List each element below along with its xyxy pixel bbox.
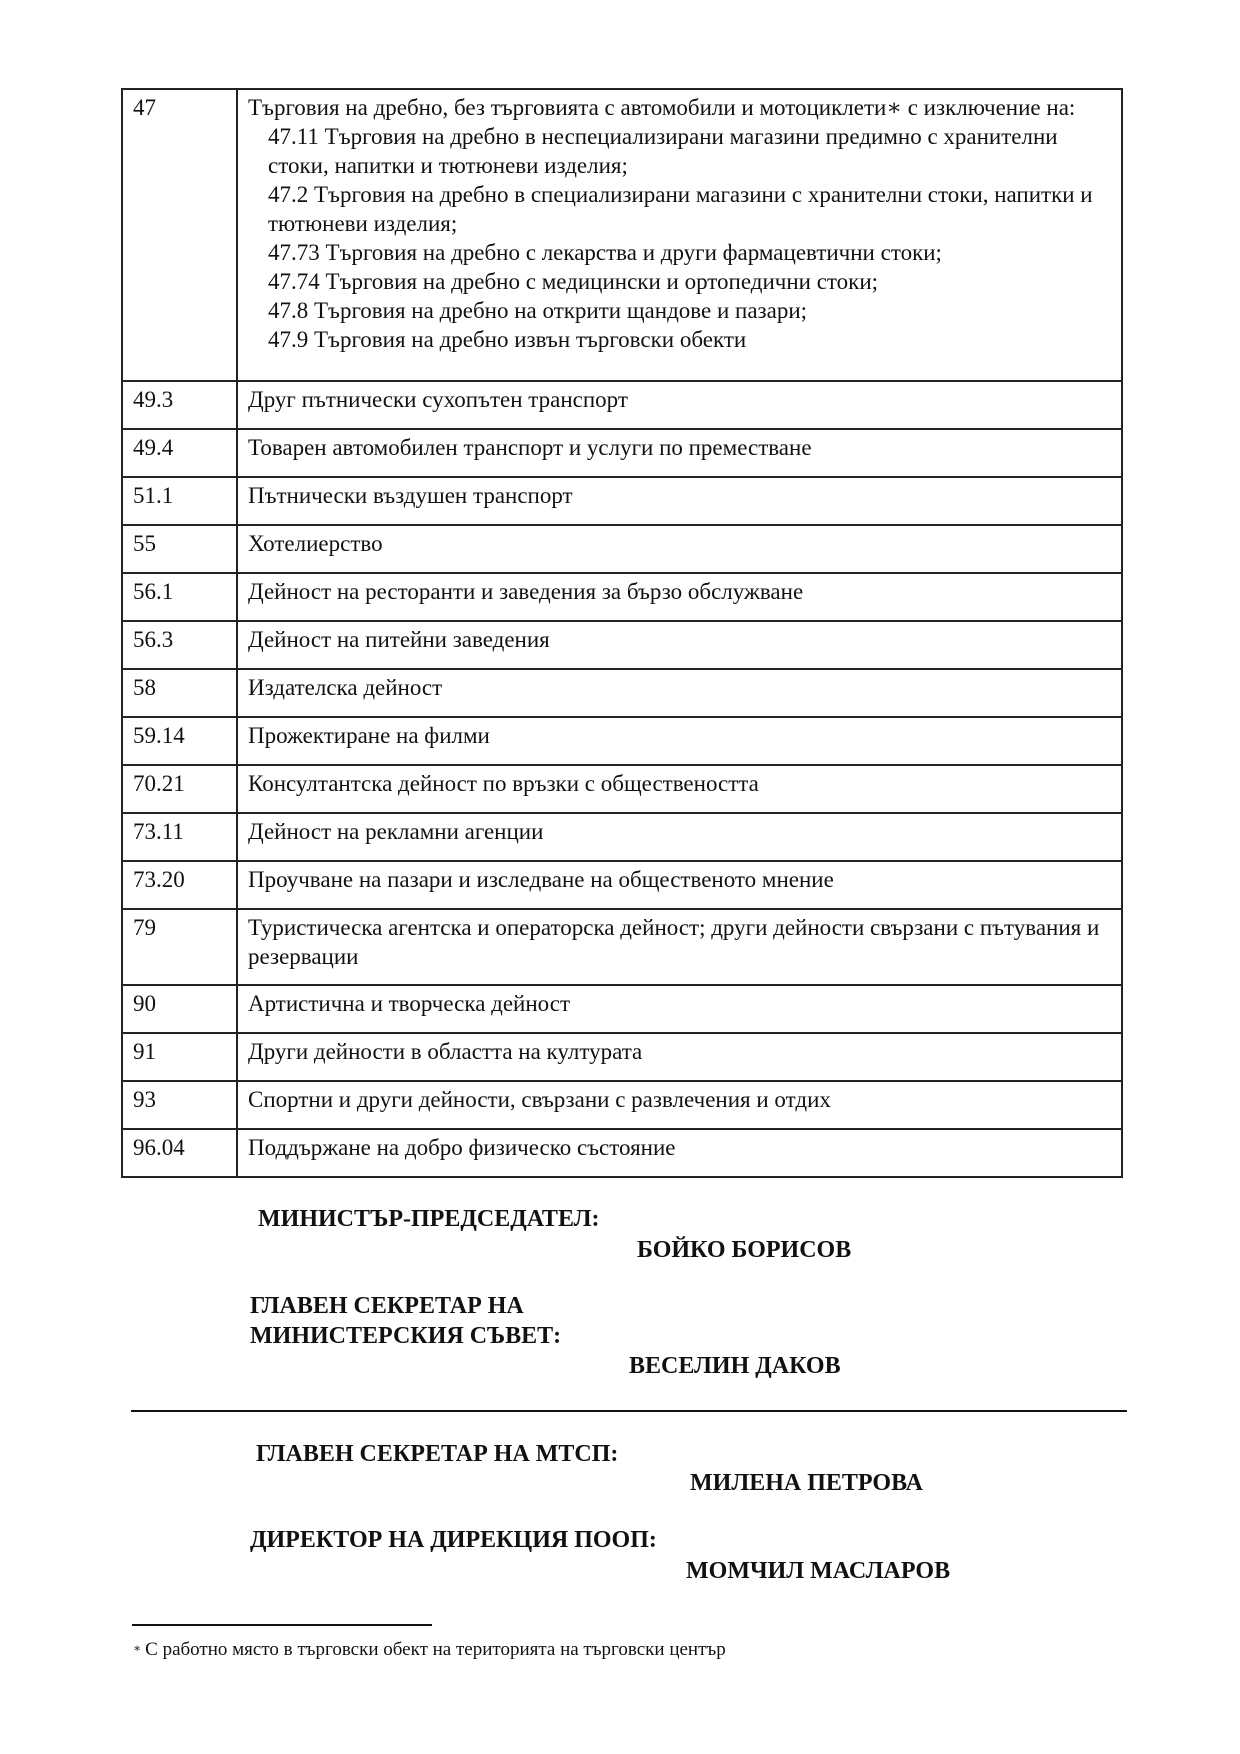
table-row [122, 813, 1122, 861]
footnote-mark: ∗ [133, 1641, 142, 1655]
retail-exception-item: 47.11 Търговия на дребно в неспециализирани магазини предимно с хранителни стоки, напитки и тютюневи изделия; [268, 124, 1058, 178]
activity-code-cell: 73.11 [122, 813, 237, 861]
activity-description-cell: Пътнически въздушен транспорт [237, 477, 1122, 525]
footnote [133, 1638, 726, 1662]
retail-exception-item: 47.2 Търговия на дребно в специализирани магазини с хранителни стоки, напитки и тютюневи изделия; [268, 182, 1093, 236]
retail-intro-text: Търговия на дребно, без търговията с автомобили и мотоциклети∗ с изключение на: [248, 95, 1076, 120]
activity-code-cell: 73.20 [122, 861, 237, 909]
director-name: МОМЧИЛ МАСЛАРОВ [686, 1558, 951, 1584]
cm-secretary-title-line2: МИНИСТЕРСКИЯ СЪВЕТ: [250, 1323, 562, 1349]
table-row [122, 985, 1122, 1033]
table-row [122, 717, 1122, 765]
retail-exception-item: 47.73 Търговия на дребно с лекарства и други фармацевтични стоки; [268, 240, 942, 265]
activity-code-cell: 58 [122, 669, 237, 717]
table-row [122, 89, 1122, 381]
activity-description-cell: Дейност на питейни заведения [237, 621, 1122, 669]
table-row [122, 861, 1122, 909]
retail-exception-item: 47.9 Търговия на дребно извън търговски обекти [268, 327, 747, 352]
activity-code-cell: 93 [122, 1081, 237, 1129]
activity-description-cell: Друг пътнически сухопътен транспорт [237, 381, 1122, 429]
activity-description-cell: Спортни и други дейности, свързани с развлечения и отдих [237, 1081, 1122, 1129]
retail-exception-item: 47.74 Търговия на дребно с медицински и ортопедични стоки; [268, 269, 879, 294]
table-row [122, 1033, 1122, 1081]
table-row [122, 669, 1122, 717]
activity-code-cell: 47 [122, 89, 237, 381]
activity-description-cell [237, 89, 1122, 381]
activity-code-cell: 79 [122, 909, 237, 985]
activity-code-cell: 56.1 [122, 573, 237, 621]
director-title: ДИРЕКТОР НА ДИРЕКЦИЯ ПООП: [250, 1527, 657, 1553]
table-row [122, 621, 1122, 669]
activity-description-cell: Дейност на ресторанти и заведения за бързо обслужване [237, 573, 1122, 621]
table-row [122, 573, 1122, 621]
activity-description-cell: Поддържане на добро физическо състояние [237, 1129, 1122, 1177]
table-row [122, 909, 1122, 985]
activity-description-cell: Издателска дейност [237, 669, 1122, 717]
footnote-reference-mark: ∗ [886, 95, 902, 120]
activity-description-cell: Прожектиране на филми [237, 717, 1122, 765]
mtsp-secretary-title: ГЛАВЕН СЕКРЕТАР НА МТСП: [256, 1441, 619, 1467]
activity-code-cell: 96.04 [122, 1129, 237, 1177]
table-row [122, 1129, 1122, 1177]
activity-code-cell: 55 [122, 525, 237, 573]
table-row [122, 525, 1122, 573]
activity-code-cell: 49.4 [122, 429, 237, 477]
activity-code-cell: 70.21 [122, 765, 237, 813]
prime-minister-name: БОЙКО БОРИСОВ [637, 1237, 852, 1263]
table-row [122, 1081, 1122, 1129]
activity-description-cell: Проучване на пазари и изследване на общественото мнение [237, 861, 1122, 909]
table-row [122, 765, 1122, 813]
mtsp-secretary-name: МИЛЕНА ПЕТРОВА [690, 1470, 923, 1496]
activity-description-cell: Дейност на рекламни агенции [237, 813, 1122, 861]
activity-description-cell: Консултантска дейност по връзки с обществеността [237, 765, 1122, 813]
activity-code-cell: 56.3 [122, 621, 237, 669]
table-row [122, 477, 1122, 525]
activity-code-cell: 59.14 [122, 717, 237, 765]
footnote-rule [132, 1624, 432, 1626]
activity-description-cell: Туристическа агентска и операторска дейност; други дейности свързани с пътувания и резервации [237, 909, 1122, 985]
activity-codes-table [121, 88, 1123, 1178]
activity-description-cell: Други дейности в областта на културата [237, 1033, 1122, 1081]
table-row [122, 429, 1122, 477]
separator-line [131, 1410, 1127, 1412]
activity-description-cell: Артистична и творческа дейност [237, 985, 1122, 1033]
activity-description-cell: Хотелиерство [237, 525, 1122, 573]
activity-description-cell: Товарен автомобилен транспорт и услуги по преместване [237, 429, 1122, 477]
retail-exception-item: 47.8 Търговия на дребно на открити щандове и пазари; [268, 298, 808, 323]
activity-code-cell: 90 [122, 985, 237, 1033]
cm-secretary-title-line1: ГЛАВЕН СЕКРЕТАР НА [250, 1293, 524, 1319]
activity-code-cell: 49.3 [122, 381, 237, 429]
cm-secretary-name: ВЕСЕЛИН ДАКОВ [629, 1353, 841, 1379]
prime-minister-title: МИНИСТЪР-ПРЕДСЕДАТЕЛ: [258, 1206, 600, 1232]
table-row [122, 381, 1122, 429]
activity-code-cell: 91 [122, 1033, 237, 1081]
activity-code-cell: 51.1 [122, 477, 237, 525]
footnote-text: С работно място в търговски обект на територията на търговски център [145, 1639, 726, 1660]
